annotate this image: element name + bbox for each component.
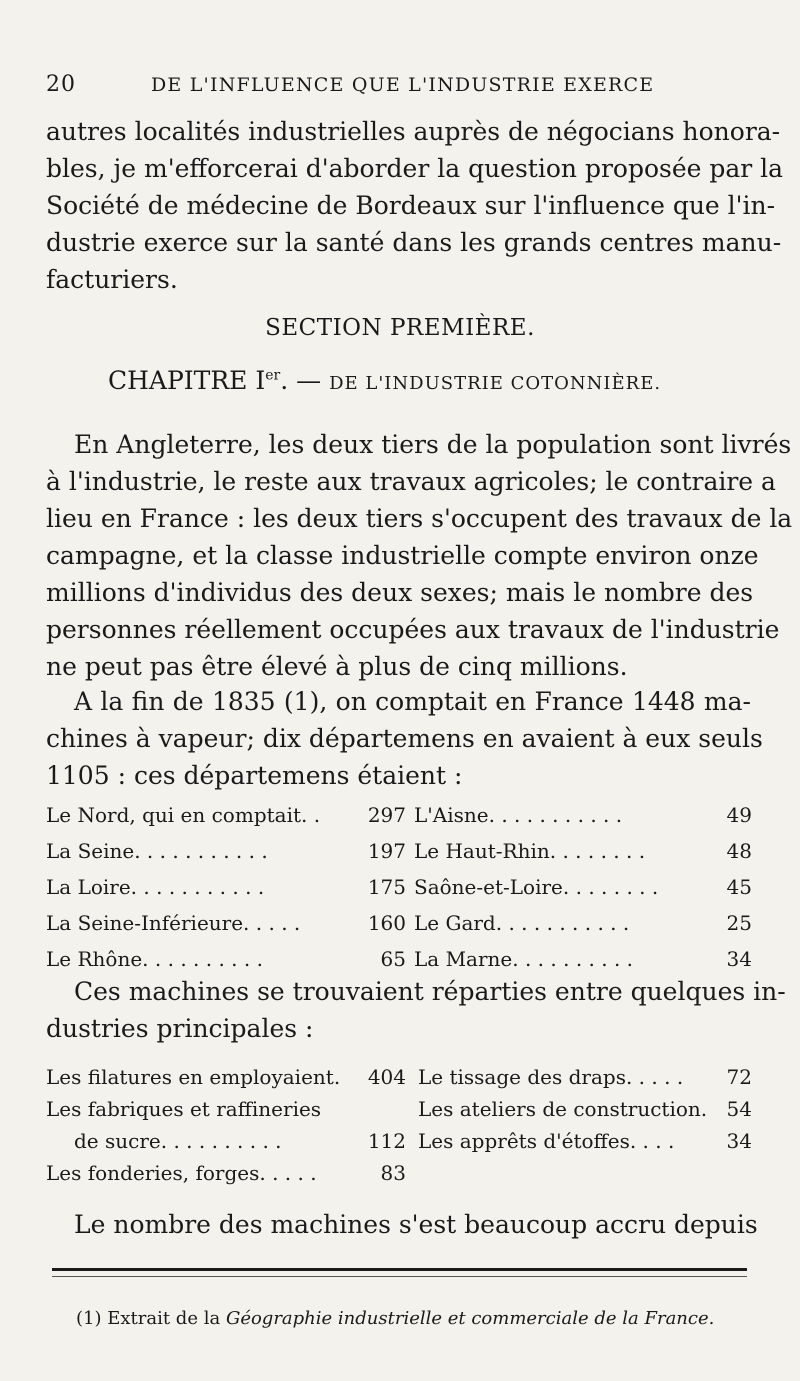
department-name: Le Nord, qui en comptait. . [46, 803, 321, 827]
department-count: 197 [367, 839, 406, 863]
department-name: Le Rhône. . . . . . . . . . [46, 947, 263, 971]
industry-name: Les fabriques et raffineries [46, 1097, 322, 1121]
industry-name: Les apprêts d'étoffes. . . . [418, 1129, 675, 1153]
department-name: Saône-et-Loire. . . . . . . . [414, 875, 659, 899]
industry-name: Les ateliers de construction. [418, 1097, 708, 1121]
industry-count: 34 [726, 1129, 752, 1153]
text-line: bles, je m'efforcerai d'aborder la question proposée par la [46, 154, 784, 183]
footnote-rule [52, 1268, 747, 1271]
text-line: Société de médecine de Bordeaux sur l'influence que l'in- [46, 191, 776, 220]
table-row [46, 1065, 752, 1097]
department-name: La Seine-Inférieure. . . . . [46, 911, 301, 935]
department-count: 48 [726, 839, 752, 863]
intro-paragraph [46, 113, 784, 298]
text-line: millions d'individus des deux sexes; mais le nombre des [46, 578, 754, 607]
department-count: 25 [726, 911, 752, 935]
industry-name: de sucre. . . . . . . . . . [74, 1129, 282, 1153]
footnote-italic: Géographie industrielle et commerciale de la France. [225, 1308, 715, 1329]
department-name: Le Gard. . . . . . . . . . . [414, 911, 630, 935]
industry-count: 112 [367, 1129, 406, 1153]
department-name: L'Aisne. . . . . . . . . . . [414, 803, 623, 827]
chapter-sup: er [265, 367, 281, 384]
industries-table [46, 1065, 752, 1193]
text-line: campagne, et la classe industrielle compte environ onze [46, 541, 759, 570]
section-title: SECTION PREMIÈRE. [265, 315, 535, 341]
table-row [46, 839, 752, 875]
text-line: facturiers. [46, 265, 178, 294]
table-row [46, 1097, 752, 1129]
table-row [46, 1129, 752, 1161]
text-line: 1105 : ces départemens étaient : [46, 761, 463, 790]
text-line: autres localités industrielles auprès de négocians honora- [46, 117, 781, 146]
industry-count: 83 [380, 1161, 406, 1185]
footnote-rule-thin [52, 1276, 747, 1277]
running-header [46, 72, 746, 104]
running-title: DE L'INFLUENCE QUE L'INDUSTRIE EXERCE [151, 74, 655, 96]
industry-name: Les fonderies, forges. . . . . [46, 1161, 317, 1185]
department-count: 297 [367, 803, 406, 827]
department-name: Le Haut-Rhin. . . . . . . . [414, 839, 646, 863]
text-line: dustries principales : [46, 1014, 314, 1043]
text-line: à l'industrie, le reste aux travaux agricoles; le contraire a [46, 467, 776, 496]
paragraph-4 [46, 1206, 758, 1243]
page-number: 20 [46, 72, 76, 97]
department-count: 34 [726, 947, 752, 971]
department-count: 45 [726, 875, 752, 899]
industry-count: 72 [726, 1065, 752, 1089]
paragraph-3 [46, 973, 786, 1047]
text-line: lieu en France : les deux tiers s'occupent des travaux de la [46, 504, 793, 533]
text-line: En Angleterre, les deux tiers de la population sont livrés [74, 430, 792, 459]
text-line: ne peut pas être élevé à plus de cinq millions. [46, 652, 628, 681]
table-row [46, 1161, 752, 1193]
department-count: 175 [367, 875, 406, 899]
industry-name: Les filatures en employaient. [46, 1065, 341, 1089]
footnote [76, 1308, 714, 1329]
industry-count: 54 [726, 1097, 752, 1121]
department-count: 49 [726, 803, 752, 827]
department-name: La Marne. . . . . . . . . . [414, 947, 634, 971]
department-count: 160 [367, 911, 406, 935]
paragraph-1 [46, 426, 793, 685]
footnote-marker: (1) [76, 1308, 102, 1329]
text-line: dustrie exerce sur la santé dans les grands centres manu- [46, 228, 782, 257]
department-count: 65 [380, 947, 406, 971]
chapter-dash: . — [280, 366, 330, 395]
industry-name: Le tissage des draps. . . . . [418, 1065, 684, 1089]
departments-table [46, 803, 752, 983]
department-name: La Loire. . . . . . . . . . . [46, 875, 265, 899]
table-row [46, 911, 752, 947]
chapter-subtitle: DE L'INDUSTRIE COTONNIÈRE. [329, 373, 662, 394]
text-line: Le nombre des machines s'est beaucoup accru depuis [74, 1210, 758, 1239]
text-line: personnes réellement occupées aux travaux de l'industrie [46, 615, 780, 644]
text-line: Ces machines se trouvaient réparties entre quelques in- [74, 977, 786, 1006]
footnote-text: Extrait de la [107, 1308, 221, 1329]
department-name: La Seine. . . . . . . . . . . [46, 839, 268, 863]
text-line: A la fin de 1835 (1), on comptait en France 1448 ma- [74, 687, 751, 716]
chapter-heading [108, 366, 661, 395]
paragraph-2 [46, 683, 763, 794]
industry-count: 404 [367, 1065, 406, 1089]
table-row [46, 875, 752, 911]
text-line: chines à vapeur; dix départemens en avaient à eux seuls [46, 724, 763, 753]
chapter-label: CHAPITRE I [108, 366, 266, 395]
table-row [46, 803, 752, 839]
